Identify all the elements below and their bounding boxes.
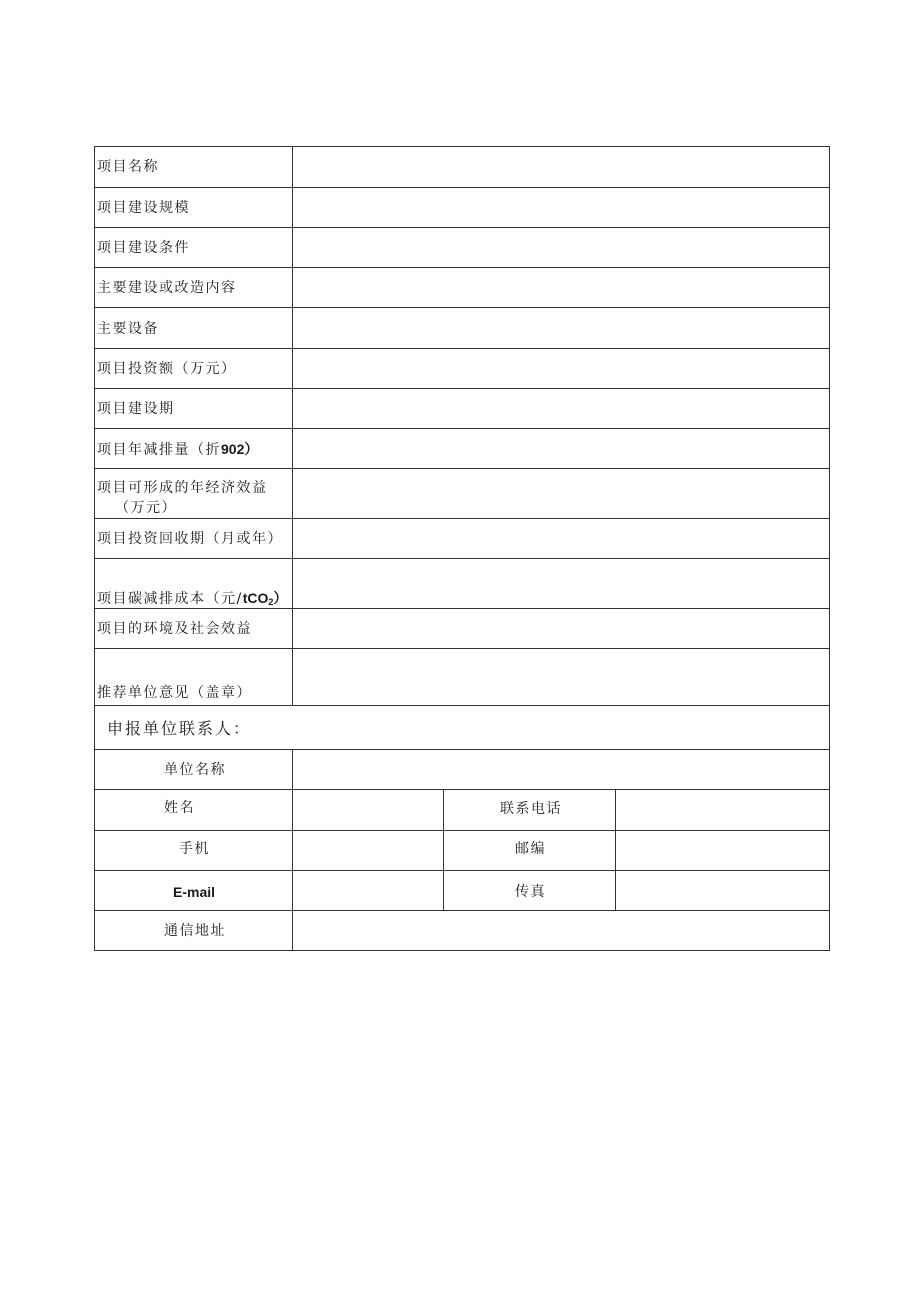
- form-row-annual-economic-benefit: [95, 469, 829, 519]
- contact-row-address: [95, 911, 829, 950]
- contact-row-name-phone: [95, 790, 829, 831]
- construction-period-field[interactable]: [293, 389, 829, 428]
- annual-economic-benefit-label-line2: （万元）: [115, 500, 177, 516]
- annual-economic-benefit-label-line1: 项目可形成的年经济效益: [97, 480, 268, 496]
- carbon-reduction-cost-label-text: 项目碳减排成本（元/: [97, 591, 243, 607]
- form-row-construction-conditions: [95, 228, 829, 268]
- address-label: 通信地址: [164, 923, 226, 939]
- carbon-reduction-cost-label: [97, 589, 287, 611]
- form-row-project-name: [95, 147, 829, 188]
- form-row-construction-scale: [95, 188, 829, 228]
- main-equipment-label: 主要设备: [97, 321, 159, 337]
- project-name-label: 项目名称: [97, 159, 159, 175]
- main-construction-content-label: 主要建设或改造内容: [97, 280, 237, 296]
- column-divider: [443, 871, 444, 910]
- phone-label: 联系电话: [500, 801, 562, 817]
- column-divider: [443, 790, 444, 830]
- form-row-recommending-unit-opinion: [95, 649, 829, 706]
- main-construction-content-field[interactable]: [293, 268, 829, 307]
- name-label: 姓名: [164, 800, 195, 816]
- form-row-main-construction-content: [95, 268, 829, 308]
- postcode-label: 邮编: [515, 841, 546, 857]
- carbon-reduction-cost-label-close: ）: [273, 590, 288, 606]
- payback-period-field[interactable]: [293, 519, 829, 558]
- contact-row-mobile-postcode: [95, 831, 829, 871]
- annual-economic-benefit-field[interactable]: [293, 469, 829, 518]
- phone-field[interactable]: [616, 790, 829, 830]
- investment-amount-field[interactable]: [293, 349, 829, 388]
- mobile-field[interactable]: [293, 831, 443, 870]
- contact-row-unit-name: [95, 750, 829, 790]
- email-field[interactable]: [293, 871, 443, 910]
- main-equipment-field[interactable]: [293, 308, 829, 348]
- carbon-reduction-cost-label-unit: tCO: [242, 590, 269, 606]
- contact-row-email-fax: [95, 871, 829, 911]
- payback-period-label: 项目投资回收期（月或年）: [97, 531, 283, 547]
- column-divider: [443, 831, 444, 870]
- form-row-carbon-reduction-cost: [95, 559, 829, 609]
- fax-label: 传真: [515, 884, 546, 900]
- construction-conditions-field[interactable]: [293, 228, 829, 267]
- form-row-investment-amount: [95, 349, 829, 389]
- unit-name-label: 单位名称: [164, 762, 226, 778]
- annual-emission-reduction-label-text: 项目年减排量（折: [97, 442, 221, 458]
- mobile-label: 手机: [179, 841, 210, 857]
- environmental-social-benefit-field[interactable]: [293, 609, 829, 648]
- construction-scale-label: 项目建设规模: [97, 200, 190, 216]
- form-row-payback-period: [95, 519, 829, 559]
- environmental-social-benefit-label: 项目的环境及社会效益: [97, 621, 252, 637]
- contact-section-header: [95, 706, 829, 750]
- unit-name-field[interactable]: [293, 750, 829, 789]
- investment-amount-label: 项目投资额（万元）: [97, 361, 237, 377]
- annual-emission-reduction-label-unit: 902）: [221, 441, 259, 457]
- form-row-environmental-social-benefit: [95, 609, 829, 649]
- carbon-reduction-cost-label-subscript: 2: [268, 597, 274, 607]
- annual-emission-reduction-label: [97, 440, 258, 459]
- recommending-unit-opinion-field[interactable]: [293, 649, 829, 705]
- email-label: E-mail: [173, 884, 216, 900]
- name-field[interactable]: [293, 790, 443, 830]
- construction-scale-field[interactable]: [293, 188, 829, 227]
- form-row-annual-emission-reduction: [95, 429, 829, 469]
- recommending-unit-opinion-label: 推荐单位意见（盖章）: [97, 685, 252, 701]
- construction-conditions-label: 项目建设条件: [97, 240, 190, 256]
- form-row-main-equipment: [95, 308, 829, 349]
- construction-period-label: 项目建设期: [97, 401, 175, 417]
- contact-section-title: 申报单位联系人：: [107, 719, 252, 738]
- annual-emission-reduction-field[interactable]: [293, 429, 829, 468]
- address-field[interactable]: [293, 911, 829, 950]
- form-row-construction-period: [95, 389, 829, 429]
- fax-field[interactable]: [616, 871, 829, 910]
- project-name-field[interactable]: [293, 147, 829, 187]
- postcode-field[interactable]: [616, 831, 829, 870]
- project-application-form: [94, 146, 830, 951]
- carbon-reduction-cost-field[interactable]: [293, 559, 829, 608]
